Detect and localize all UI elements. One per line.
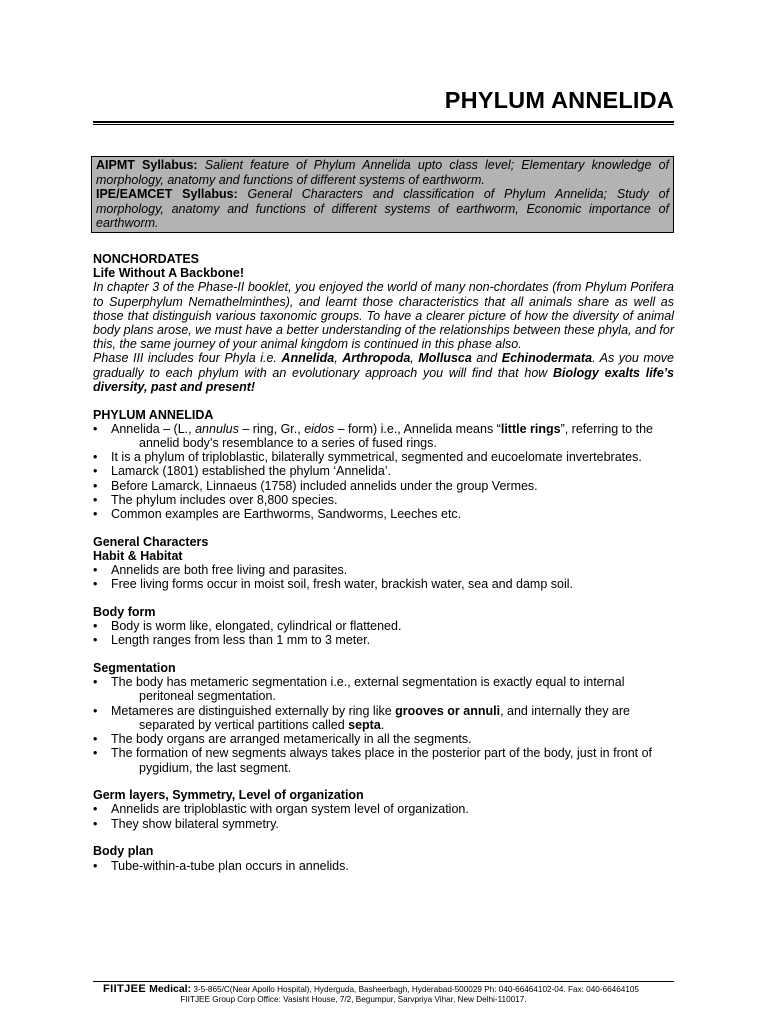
ipe-label: IPE/EAMCET Syllabus: <box>96 187 238 202</box>
germ-layers-heading: Germ layers, Symmetry, Level of organization <box>93 788 364 803</box>
para2-sep2: , <box>410 351 419 366</box>
habit-list <box>93 563 674 591</box>
list-item: • Lamarck (1801) established the phylum ‘Annelida’. <box>93 464 392 479</box>
para1-text: In chapter 3 of the Phase-II booklet, you enjoyed the world of many non-chordates (from Phylum Porifera to Superphylum Nemathelminthes), and learnt those characteristics that all animals share as well as those that distinguish various taxonomic groups. To have a clearer picture of how the diversity of animal body plans arose, we must have a better understanding of the relationships between these phyla, and for this, the same journey of your animal kingdom is continued in this phase also. <box>93 280 674 352</box>
aipmt-syllabus <box>96 158 669 187</box>
list-item: • Body is worm like, elongated, cylindrical or flattened. <box>93 619 402 634</box>
phylum-annelida-heading: PHYLUM ANNELIDA <box>93 407 214 422</box>
phylum-mollusca-word: Mollusca <box>418 351 472 366</box>
nonchordates-para2 <box>93 351 674 394</box>
body-form-list <box>93 619 674 647</box>
list-item: • The body organs are arranged metamerically in all the segments. <box>93 732 472 747</box>
page-footer <box>93 981 674 1005</box>
syllabus-box <box>91 156 674 233</box>
segmentation-list <box>93 675 674 774</box>
phylum-arthropoda-word: Arthropoda <box>342 351 411 366</box>
para2-bold: Biology exalts life’s diversity, past and present! <box>93 365 674 394</box>
list-item: • Length ranges from less than 1 mm to 3 meter. <box>93 633 371 648</box>
nonchordates-para1 <box>93 280 674 351</box>
title-rule <box>93 121 674 125</box>
aipmt-label: AIPMT Syllabus: <box>96 158 198 172</box>
ipe-text: General Characters and classification of Phylum Annelida; Study of morphology, anatomy and functions of different systems of earthworm, Economic importance of earthworm. <box>96 187 669 231</box>
page-title: PHYLUM ANNELIDA <box>444 87 674 113</box>
phylum-echinodermata-word: Echinodermata <box>501 351 593 366</box>
list-item: • Metameres are distinguished externally by ring like grooves or annuli, and internally they are separated by vertical partitions called septa. <box>93 703 631 732</box>
general-characters-heading: General Characters <box>93 534 209 549</box>
list-item: • Annelida – (L., annulus – ring, Gr., eidos – form) i.e., Annelida means “little rings”, referring to the annelid body’s resemblance to a series of fused rings. <box>93 421 653 450</box>
germ-layers-list <box>93 802 674 830</box>
phylum-annelida-word: Annelida <box>281 351 335 366</box>
list-item: • They show bilateral symmetry. <box>93 816 279 831</box>
list-item: • The phylum includes over 8,800 species. <box>93 492 338 507</box>
list-item: • Tube-within-a-tube plan occurs in annelids. <box>93 858 349 873</box>
list-item: • Common examples are Earthworms, Sandworms, Leeches etc. <box>93 506 462 521</box>
para2-and: and <box>471 351 502 366</box>
footer-rule <box>93 981 674 982</box>
para2-a: Phase III includes four Phyla i.e. <box>93 351 282 366</box>
nonchordates-subheading: Life Without A Backbone! <box>93 266 245 281</box>
ipe-syllabus <box>96 187 669 231</box>
body-plan-heading: Body plan <box>93 844 154 859</box>
list-item: • The body has metameric segmentation i.e., external segmentation is exactly equal to internal peritoneal segmentation. <box>93 675 625 704</box>
list-item: • Annelids are both free living and parasites. <box>93 563 348 578</box>
footer-address-line <box>93 984 674 995</box>
segmentation-heading: Segmentation <box>93 661 176 676</box>
body-form-heading: Body form <box>93 604 156 619</box>
habit-heading: Habit & Habitat <box>93 548 183 563</box>
list-item: • Before Lamarck, Linnaeus (1758) included annelids under the group Vermes. <box>93 478 538 493</box>
phylum-annelida-list <box>93 422 674 521</box>
para2-sep1: , <box>334 351 343 366</box>
footer-medical-label: Medical: <box>146 983 192 995</box>
footer-corp-office: FIITJEE Group Corp Office: Vasisht House, 7/2, Begumpur, Sarvpriya Vihar, New Delhi-110017. <box>180 995 527 1004</box>
list-item: • Annelids are triploblastic with organ system level of organization. <box>93 802 469 817</box>
main-content <box>93 252 674 873</box>
footer-address: 3-5-865/C(Near Apollo Hospital), Hyderguda, Basheerbagh, Hyderabad-500029 Ph: 040-66464102-04. Fax: 040-66464105 <box>191 985 639 994</box>
nonchordates-heading: NONCHORDATES <box>93 252 200 266</box>
footer-brand: FIITJEE <box>103 983 147 995</box>
body-plan-list <box>93 859 674 873</box>
list-item: • The formation of new segments always takes place in the posterior part of the body, just in front of pygidium, the last segment. <box>93 746 653 775</box>
para2-b: . As you move gradually to each phylum with an evolutionary approach you will find that how <box>93 351 674 380</box>
list-item: • It is a phylum of triploblastic, bilaterally symmetrical, segmented and eucoelomate invertebrates. <box>93 450 642 465</box>
list-item: • Free living forms occur in moist soil, fresh water, brackish water, sea and damp soil. <box>93 577 573 592</box>
aipmt-text: Salient feature of Phylum Annelida upto class level; Elementary knowledge of morphology, anatomy and functions of different systems of earthworm. <box>96 158 670 187</box>
